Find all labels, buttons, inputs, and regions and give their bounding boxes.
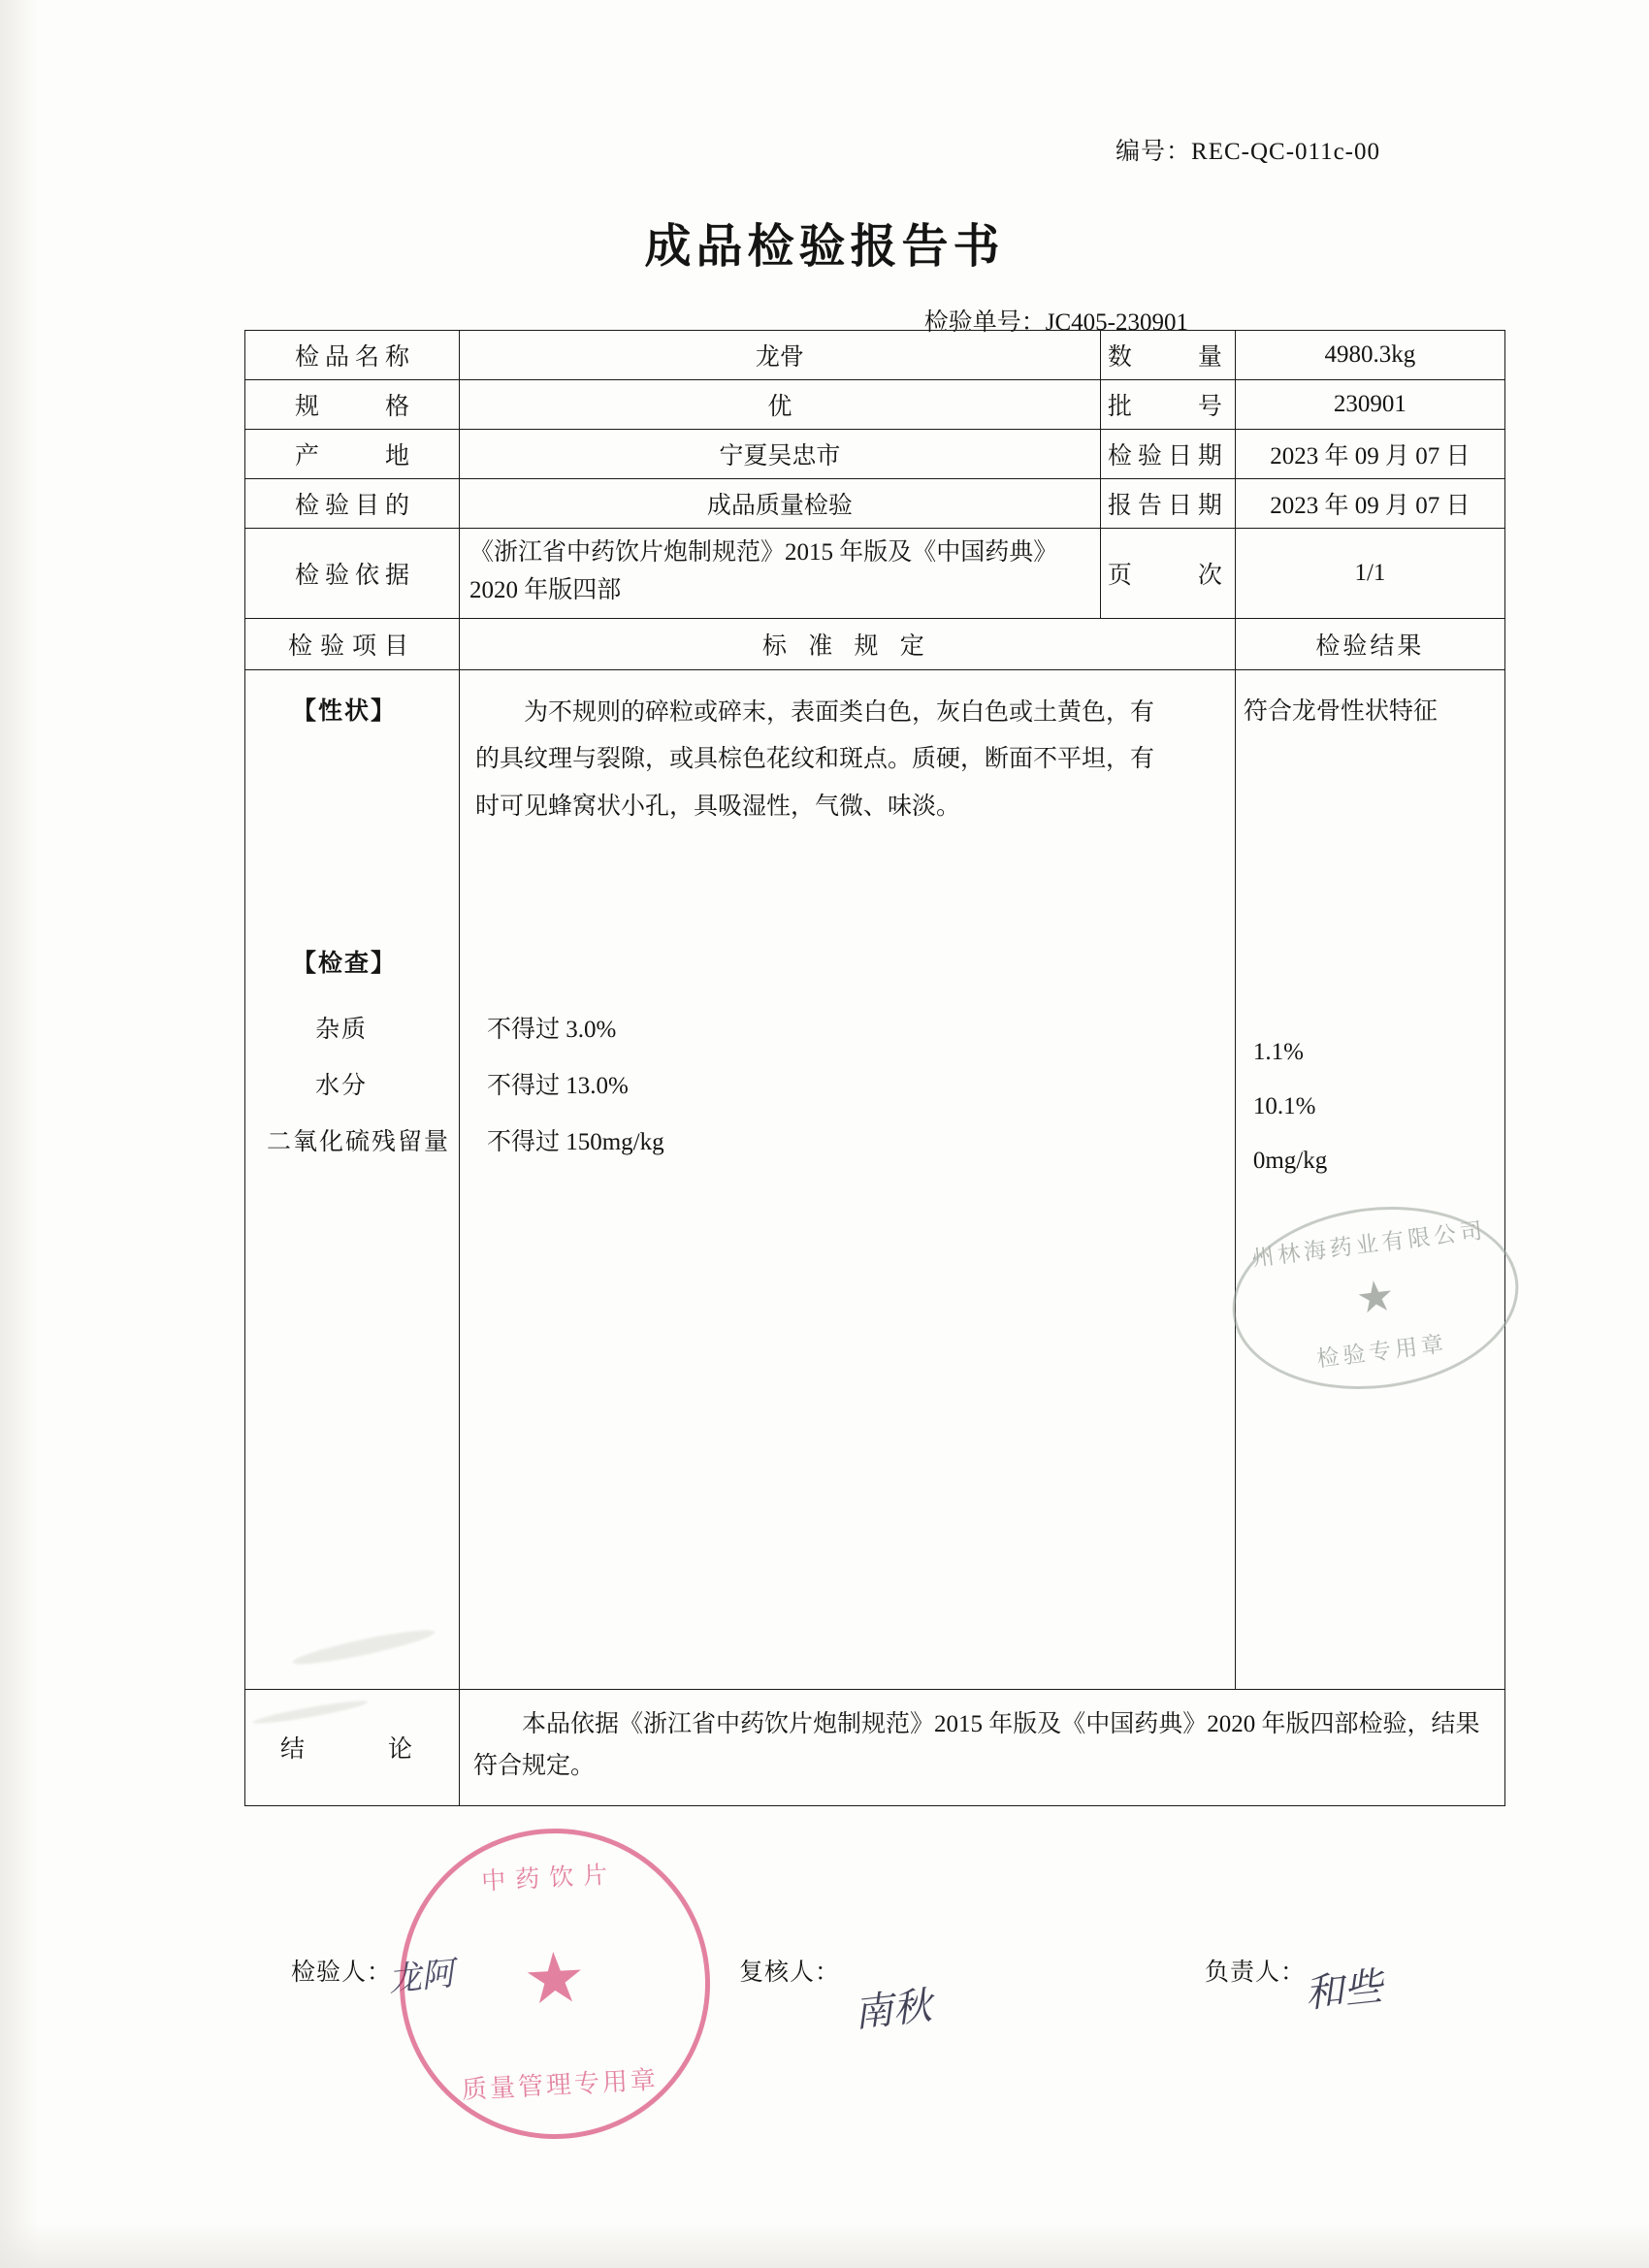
field-label-origin: 产 地 (245, 430, 460, 479)
table-row (245, 529, 1505, 619)
field-label-page: 页 次 (1100, 529, 1235, 619)
field-value-report-date: 2023 年 09 月 07 日 (1235, 479, 1504, 529)
scan-edge-left (0, 0, 39, 2268)
reviewer-signature-label: 复核人： (739, 1960, 841, 1986)
inspection-stamp-company: 州林海药业有限公司 (1250, 1217, 1488, 1273)
quality-stamp-text: 质量管理专用章 (461, 2065, 660, 2106)
item-name-impurity: 杂质 (315, 1016, 369, 1043)
standard-impurity: 不得过 3.0% (486, 1016, 617, 1043)
field-value-specification: 优 (459, 380, 1100, 430)
field-label-quantity: 数 量 (1100, 331, 1235, 380)
field-label-test-date: 检验日期 (1100, 430, 1235, 479)
field-value-test-date: 2023 年 09 月 07 日 (1235, 430, 1504, 479)
field-value-origin: 宁夏吴忠市 (459, 430, 1100, 479)
standard-character: 为不规则的碎粒或碎末，表面类白色，灰白色或土黄色，有的具纹理与裂隙，或具棕色花纹和斑点。质硬，断面不平坦，有时可见蜂窝状小孔，具吸湿性，气微、味淡。 (474, 698, 1154, 820)
column-header-standard: 标 准 规 定 (459, 618, 1235, 669)
section-title-inspection: 【检查】 (292, 950, 398, 977)
column-header-result: 检验结果 (1235, 618, 1504, 669)
document-number-label: 编号： (1116, 139, 1192, 165)
result-impurity: 1.1% (1252, 1038, 1304, 1065)
result-so2: 0mg/kg (1252, 1147, 1328, 1174)
standard-column (459, 669, 1235, 1689)
document-number-value: REC-QC-011c-00 (1191, 139, 1381, 165)
section-title-character: 【性状】 (292, 697, 398, 725)
field-label-purpose: 检验目的 (245, 479, 460, 529)
table-body-row (245, 669, 1505, 1689)
scan-edge-bottom (0, 2223, 1649, 2268)
quality-stamp (392, 1821, 718, 2147)
items-column (245, 669, 460, 1689)
inspection-stamp-text: 检验专用章 (1315, 1331, 1449, 1373)
result-moisture: 10.1% (1252, 1092, 1316, 1119)
field-label-basis: 检验依据 (245, 529, 460, 619)
field-value-page: 1/1 (1235, 529, 1504, 619)
field-value-basis: 《浙江省中药饮片炮制规范》2015 年版及《中国药典》2020 年版四部 (459, 529, 1100, 619)
standard-moisture: 不得过 13.0% (486, 1072, 629, 1099)
manager-signature-mark: 和些 (1303, 1963, 1385, 2018)
field-label-specification: 规 格 (245, 380, 460, 430)
report-number-value: JC405-230901 (1045, 309, 1188, 336)
reviewer-signature-mark: 南秋 (852, 1983, 934, 2037)
document-number (1116, 132, 1380, 167)
item-name-moisture: 水分 (315, 1072, 369, 1099)
result-column (1235, 669, 1504, 1689)
star-icon: ★ (1353, 1270, 1398, 1325)
item-name-so2: 二氧化硫残留量 (267, 1128, 451, 1155)
field-value-batch: 230901 (1235, 380, 1504, 430)
table-row (245, 331, 1505, 380)
quality-stamp-company: 中药饮片 (480, 1860, 618, 1895)
report-number-label: 检验单号： (923, 309, 1046, 336)
conclusion-row (245, 1689, 1505, 1806)
field-label-product-name: 检品名称 (245, 331, 460, 380)
conclusion-label: 结 论 (245, 1689, 460, 1806)
table-row (245, 430, 1505, 479)
report-table (244, 330, 1505, 1806)
table-row (245, 380, 1505, 430)
page-title: 成品检验报告书 (644, 219, 1005, 274)
inspector-signature-mark: 龙阿 (386, 1954, 457, 2000)
manager-signature-label: 负责人： (1205, 1960, 1307, 1986)
column-header-item: 检验项目 (245, 618, 460, 669)
result-character: 符合龙骨性状特征 (1243, 697, 1438, 725)
table-row (245, 479, 1505, 529)
field-label-batch: 批 号 (1100, 380, 1235, 430)
field-label-report-date: 报告日期 (1100, 479, 1235, 529)
inspector-signature-label: 检验人： (291, 1960, 393, 1986)
field-value-quantity: 4980.3kg (1235, 331, 1504, 380)
star-icon: ★ (521, 1935, 589, 2021)
table-header-row (245, 618, 1505, 669)
standard-so2: 不得过 150mg/kg (486, 1128, 664, 1155)
field-value-purpose: 成品质量检验 (459, 479, 1100, 529)
conclusion-text: 本品依据《浙江省中药饮片炮制规范》2015 年版及《中国药典》2020 年版四部检验，结果符合规定。 (459, 1689, 1504, 1806)
field-value-product-name: 龙骨 (459, 331, 1100, 380)
